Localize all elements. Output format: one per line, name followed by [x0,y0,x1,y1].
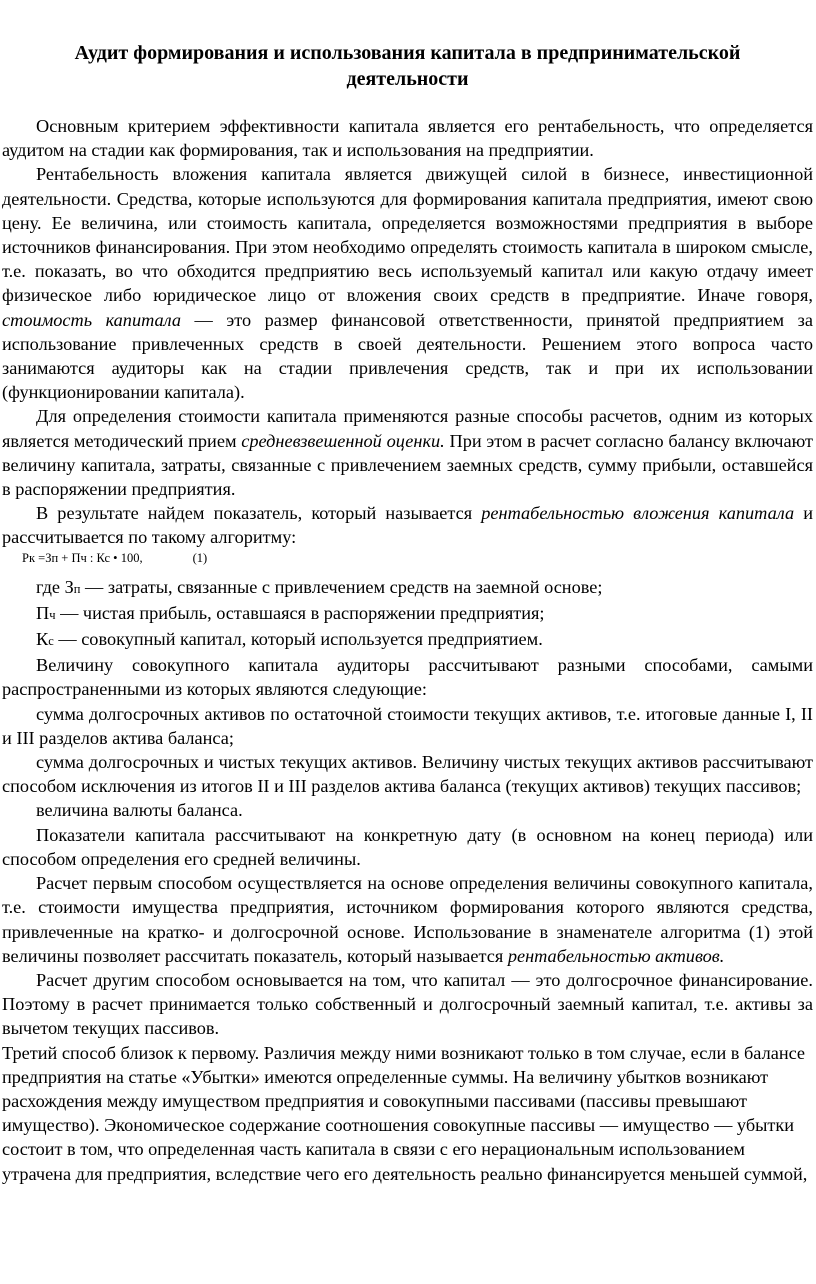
definition-zp-prefix: где З [36,576,74,597]
paragraph-4-text-a: В результате найдем показатель, который называется [36,503,482,524]
definition-zp-text: — затраты, связанные с привлечением средств на заемной основе; [80,576,603,597]
formula-expression: Рк =Зп + Пч : Кс • 100, [22,550,143,565]
formula-number: (1) [192,550,208,565]
paragraph-2-emphasis: стоимость капитала [2,309,181,330]
paragraph-4-text-b: и рассчитывается по такому алгоритму: [2,503,813,548]
definition-pch-prefix: П [36,602,50,623]
paragraph-1-text: Основным критерием эффективности капитала является его рентабельность, что определяется аудитом на стадии как формирования, так и использования на предприятии. [2,116,813,161]
paragraph-6: Показатели капитала рассчитывают на конкретную дату (в основном на конец периода) или способом определения его средней величины. [2,824,813,869]
definition-kc [2,627,813,653]
definition-zp [2,575,813,601]
definition-kc-prefix: К [36,629,49,650]
definition-kc-text: — совокупный капитал, который используется предприятием. [53,629,543,650]
paragraph-1 [2,114,813,162]
paragraph-7-text: Расчет первым способом осуществляется на основе определения величины совокупного капитала, т.е. стоимости имущества предприятия, источником формирования которого являются средства, привлеченные на кратко- и долгосрочной основе. Использование в знаменателе алгоритма (1) этой величины позволяет рассчитать показатель, который называется [2,873,813,966]
paragraph-3 [2,404,813,501]
paragraph-3-text-b: При этом в расчет согласно балансу включают величину капитала, затраты, связанные с привлечением заемных средств, сумму прибыли, оставшейся в распоряжении предприятия. [2,430,813,500]
paragraph-2-text-a: Рентабельность вложения капитала является движущей силой в бизнесе, инвестиционной деятельности. Средства, которые используются для формирования капитала предприятия, имеют свою цену. Ее величина, или стоимость капитала, определяется возможностями предприятия в выборе источников финансирования. При этом необходимо определять стоимость капитала в широком смысле, т.е. показать, во что обходится предприятию весь используемый капитал или какую отдачу имеет физическое либо юридическое лицо от вложения своих средств в предприятие. Иначе говоря, [2,164,813,306]
paragraph-7 [2,871,813,968]
definition-pch-subscript: ч [49,607,56,622]
paragraph-7-emphasis: рентабельностью активов. [507,945,725,966]
definition-pch [2,601,813,627]
formula-line [2,550,813,567]
paragraph-9: Третий способ близок к первому. Различия между ними возникают только в том случае, если в балансе предприятия на статье «Убытки» имеются определенные суммы. На величину убытков возникают расхождения между имуществом предприятия и совокупными пассивами (пассивы превышают имущество). Экономическое содержание соотношения совокупные пассивы — имущество — убытки состоит в том, что определенная часть капитала в связи с его нерациональным использованием утрачена для предприятия, вследствие чего его деятельность реально финансируется меньшей суммой, [2,1042,808,1184]
document-title: Аудит формирования и использования капитала в предпринимательской деятельности [74,42,741,90]
paragraph-4 [2,501,813,549]
paragraph-3-text-a: Для определения стоимости капитала применяются разные способы расчетов, одним из которых является методический прием [2,406,813,451]
paragraph-4-emphasis: рентабельностью вложения капитала [481,503,795,524]
list-item-1: сумма долгосрочных активов по остаточной стоимости текущих активов, т.е. итоговые данные I, II и III разделов актива баланса; [2,703,813,748]
definition-zp-subscript: п [73,581,81,596]
paragraph-2 [2,162,813,404]
paragraph-2-text-b: — это размер финансовой ответственности, принятой предприятием за использование привлеченных средств в своей деятельности. Решением этого вопроса часто занимаются аудиторы как на стадии привлечения средств, так и при их использовании (функционировании капитала). [2,309,813,403]
definition-kc-subscript: с [48,634,54,649]
list-item-2: сумма долгосрочных и чистых текущих активов. Величину чистых текущих активов рассчитывают способом исключения из итогов II и III разделов актива баланса (текущих активов) текущих пассивов; [2,752,813,797]
paragraph-3-emphasis: средневзвешенной оценки. [241,430,445,451]
paragraph-5: Величину совокупного капитала аудиторы рассчитывают разными способами, самыми распространенными из которых являются следующие: [2,655,813,700]
definition-pch-text: — чистая прибыль, оставшаяся в распоряжении предприятия; [55,602,545,623]
list-item-3: величина валюты баланса. [36,800,243,821]
paragraph-8: Расчет другим способом основывается на том, что капитал — это долгосрочное финансирование. Поэтому в расчет принимается только собственный и долгосрочный заемный капитал, т.е. активы за вычетом текущих пассивов. [2,969,813,1039]
